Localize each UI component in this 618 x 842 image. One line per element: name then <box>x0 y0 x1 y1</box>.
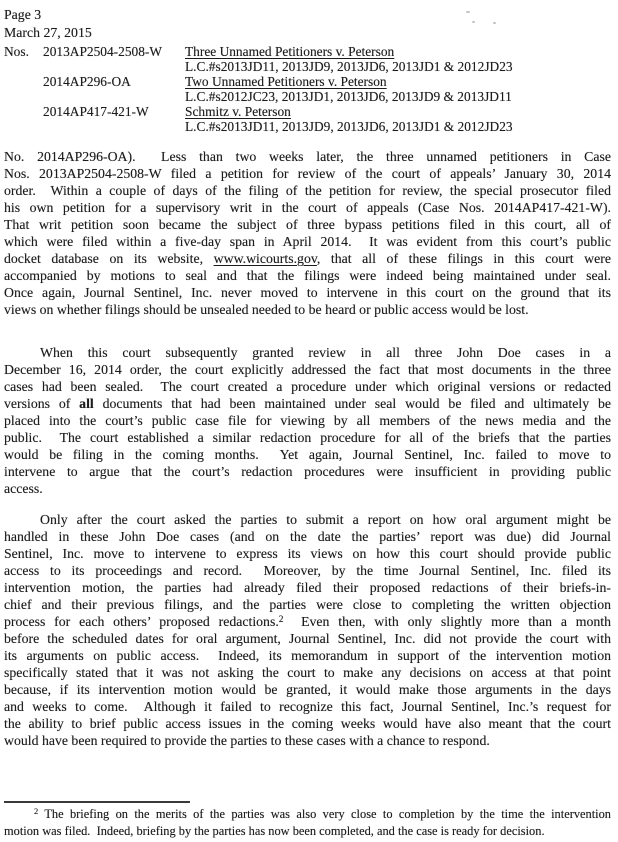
text-line: intervention motion, the parties had already filed their proposed redactions of their briefs-in- <box>4 580 611 595</box>
case-name-cell <box>185 74 611 104</box>
paragraph <box>4 344 611 497</box>
scan-artifact <box>472 21 475 23</box>
text-line: docket database on its website, www.wicourts.gov, that all of these filings in this court were <box>4 251 611 266</box>
text-line: Once again, Journal Sentinel, Inc. never moved to intervene in this court on the ground that its <box>4 285 611 300</box>
scan-artifact <box>466 11 470 13</box>
paragraph <box>4 148 611 318</box>
text-line: before the scheduled dates for oral argument, Journal Sentinel, Inc. did not provide the court with <box>4 631 611 646</box>
footnote-line: $^2$ The briefing on the merits of the parties was also very close to completion by the time the intervention <box>34 806 611 821</box>
footnote-line: motion was filed. Indeed, briefing by the parties has now been completed, and the case is ready for decision. <box>4 824 545 838</box>
page-number: Page 3 <box>4 7 42 22</box>
text-line: placed into the court’s public case file for viewing by all members of the news media and the <box>4 413 611 428</box>
footnote-marker: 2 <box>278 614 284 625</box>
text-line: handled in these John Doe cases (and on the date the parties’ report was due) did Journal <box>4 529 611 544</box>
scan-artifact <box>493 22 496 24</box>
text-line: versions of all documents that had been maintained under seal would be filed and ultimately be <box>4 396 611 411</box>
text-line: public. The court established a similar redaction procedure for all of the briefs that the parties <box>4 430 611 445</box>
text-line: access to its proceedings and record. Moreover, by the time Journal Sentinel, Inc. filed its <box>4 563 611 578</box>
text-line: order. Within a couple of days of the filing of the petition for review, the special prosecutor filed <box>4 183 611 198</box>
case-numbers-label: Nos. <box>4 44 29 59</box>
text-line: its arguments on public access. Indeed, its memorandum in support of the intervention motion <box>4 648 611 663</box>
text-line: December 16, 2014 order, the court explicitly addressed the fact that most documents in the three <box>4 362 611 377</box>
case-name-cell <box>185 44 611 74</box>
text-line: which were filed within a five-day span in April 2014. It was evident from this court’s public <box>4 234 611 249</box>
case-caption-table <box>4 44 611 134</box>
case-title: Schmitz v. Peterson <box>185 104 291 119</box>
case-number: 2014AP417-421-W <box>43 104 149 119</box>
case-rows <box>43 44 611 134</box>
wicourts-url: www.wicourts.gov <box>213 251 317 266</box>
footnote-separator <box>4 801 190 803</box>
text-line: access. <box>4 481 43 496</box>
text-line: his own petition for a supervisory writ in the court of appeals (Case Nos. 2014AP417-421-W). <box>4 200 611 215</box>
text-line: views on whether filings should be unsealed needed to be heard or public access would be lost. <box>4 302 529 317</box>
case-lc-numbers: L.C.#s2013JD11, 2013JD9, 2013JD6, 2013JD1 & 2012JD23 <box>185 119 513 134</box>
text-line: No. 2014AP296-OA). Less than two weeks later, the three unnamed petitioners in Case <box>4 149 611 164</box>
case-title: Two Unnamed Petitioners v. Peterson <box>185 74 387 89</box>
text-line: Nos. 2013AP2504-2508-W filed a petition for review of the court of appeals’ January 30, 2014 <box>4 166 611 181</box>
text-line: because, if its intervention motion would be granted, it would make those arguments in the days <box>4 682 611 697</box>
case-number: 2014AP296-OA <box>43 74 131 89</box>
footnote-marker: 2 <box>34 806 39 817</box>
text-line: When this court subsequently granted review in all three John Doe cases in a <box>40 345 611 360</box>
document-body <box>4 148 611 763</box>
text-line: process for each others’ proposed redactions.$^2$ Even then, with only slightly more than a month <box>4 614 612 629</box>
footnote <box>4 806 611 840</box>
text-line: and weeks to come. Although it failed to recognize this fact, Journal Sentinel, Inc.’s request for <box>4 699 611 714</box>
text-line: specifically stated that it was not asking the court to make any decisions on access at that point <box>4 665 611 680</box>
case-entry <box>43 104 611 134</box>
case-entry <box>43 44 611 74</box>
case-title: Three Unnamed Petitioners v. Peterson <box>185 44 395 59</box>
text-line: intervene to argue that the court’s redaction procedures were insufficient in providing public <box>4 464 611 479</box>
case-number: 2013AP2504-2508-W <box>43 44 163 59</box>
text-line: would have been required to provide the parties to these cases with a chance to respond. <box>4 733 490 748</box>
text-line: the ability to brief public access issues in the coming weeks would have also meant that the court <box>4 716 611 731</box>
case-lc-numbers: L.C.#s2012JC23, 2013JD1, 2013JD6, 2013JD9 & 2013JD11 <box>185 89 512 104</box>
text-line: Only after the court asked the parties to submit a report on how oral argument might be <box>40 512 611 527</box>
text-line: Sentinel, Inc. move to intervene to express its views on how this court should provide public <box>4 546 611 561</box>
case-lc-numbers: L.C.#s2013JD11, 2013JD9, 2013JD6, 2013JD1 & 2012JD23 <box>185 59 513 74</box>
emphasized-text: all <box>79 396 94 411</box>
case-name-cell <box>185 104 611 134</box>
document-date: March 27, 2015 <box>4 25 92 40</box>
text-line: accompanied by motions to seal and that the filings were indeed being maintained under seal. <box>4 268 611 283</box>
text-line: cases had been sealed. The court created a procedure under which original versions or redacted <box>4 379 611 394</box>
text-line: would be filing in the coming months. Yet again, Journal Sentinel, Inc. failed to move to <box>4 447 611 462</box>
document-header <box>4 6 611 134</box>
text-line: chief and their previous filings, and the parties were close to completing the written objection <box>4 597 611 612</box>
text-line: That writ petition soon became the subject of three bypass petitions filed in this court, all of <box>4 217 611 232</box>
case-entry <box>43 74 611 104</box>
paragraph <box>4 511 611 749</box>
